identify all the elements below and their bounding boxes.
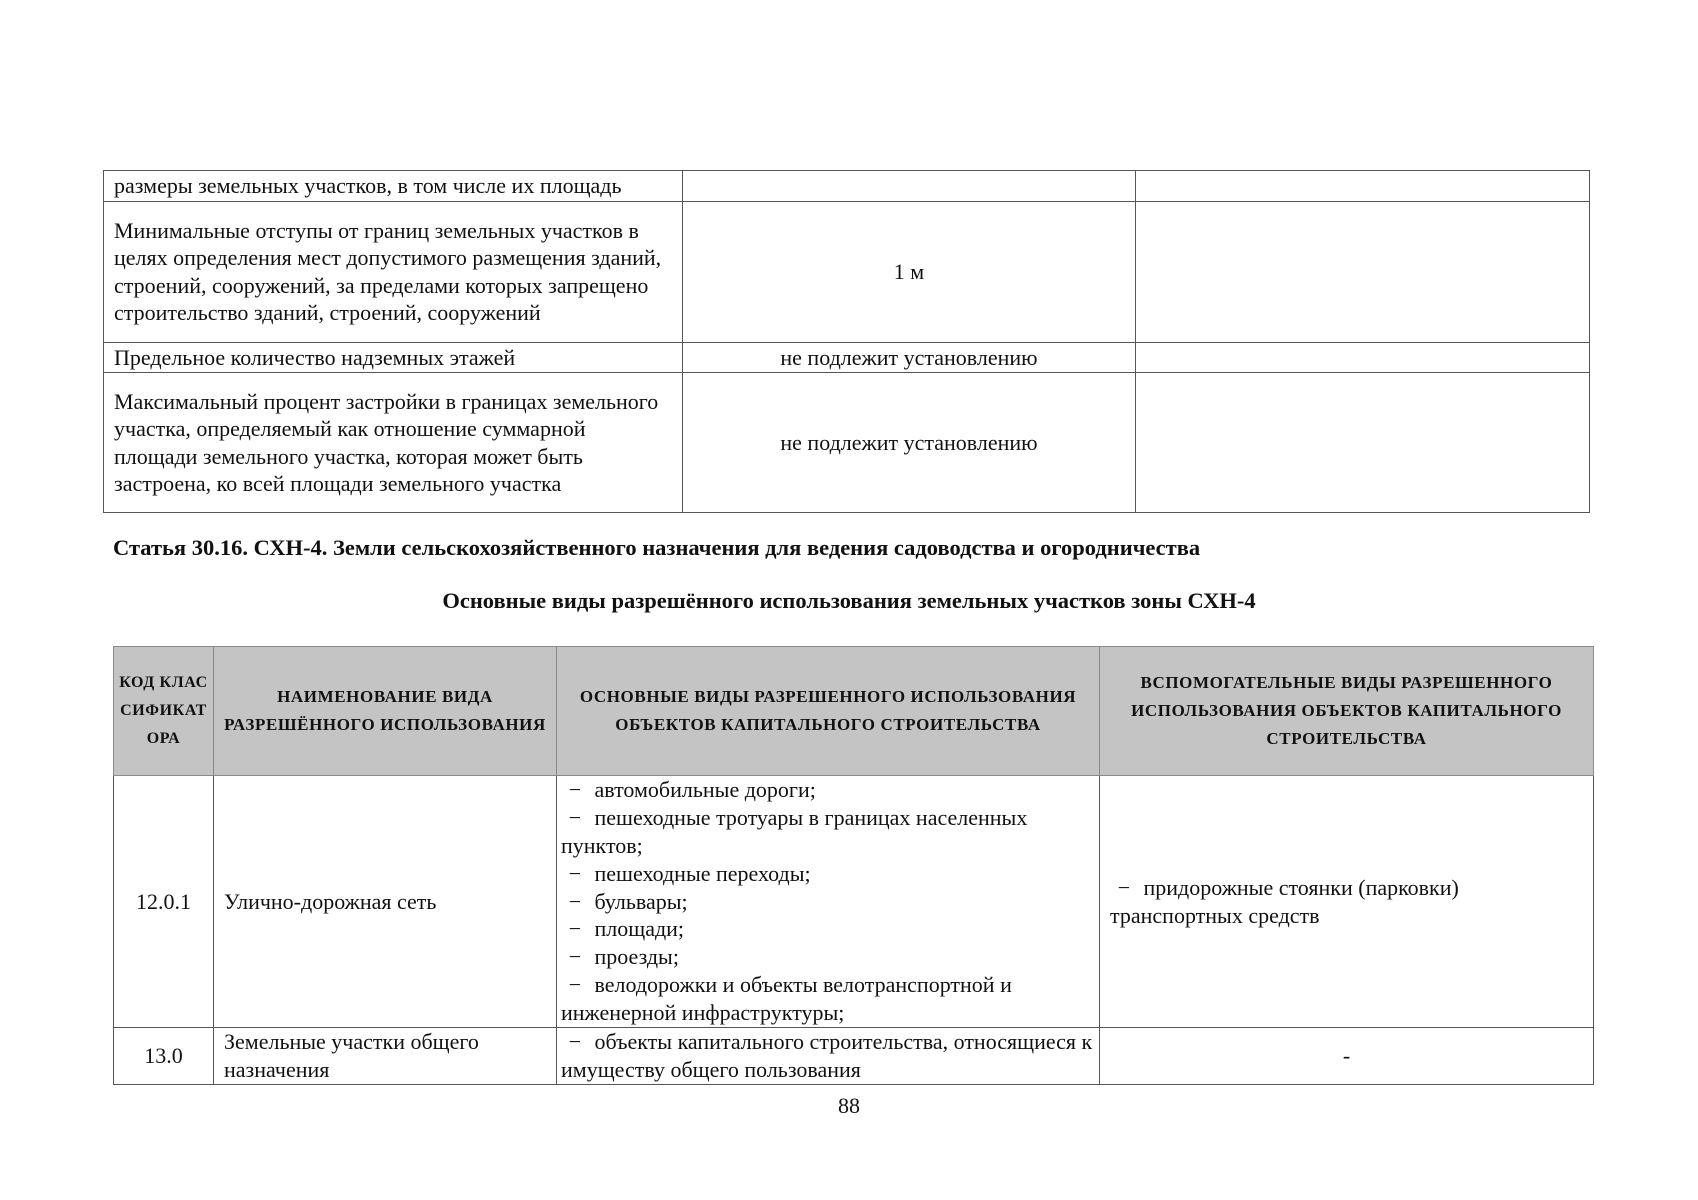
table-row xyxy=(104,342,1590,373)
param-name: Предельное количество надземных этажей xyxy=(104,342,683,373)
table-row xyxy=(114,1028,1594,1085)
param-note xyxy=(1136,201,1590,342)
list-item xyxy=(561,915,1095,943)
table-row xyxy=(104,201,1590,342)
row-name: Улично-дорожная сеть xyxy=(214,776,557,1028)
param-note xyxy=(1136,342,1590,373)
zone-subtitle-text: Основные виды разрешённого использования земельных участков зоны СХН-4 xyxy=(442,588,1256,613)
dash-bullet: − xyxy=(568,971,582,997)
row-aux-uses xyxy=(1100,776,1594,1028)
list-item xyxy=(561,888,1095,916)
dash-bullet: − xyxy=(568,944,582,970)
param-name: Минимальные отступы от границ земельных участков в целях определения мест допустимого размещения зданий, строений, сооружений, за пределами которых запрещено строительство зданий, строений, сооружений xyxy=(104,201,683,342)
table-row xyxy=(104,171,1590,202)
list-item-text: объекты капитального строительства, относящиеся к имуществу общего пользования xyxy=(561,1029,1093,1082)
row-main-uses xyxy=(557,776,1100,1028)
param-value: не подлежит установлению xyxy=(683,373,1136,513)
page-number: 88 xyxy=(838,1093,860,1118)
list-item xyxy=(561,1028,1095,1084)
list-item xyxy=(561,776,1095,804)
row-aux-uses: - xyxy=(1100,1028,1594,1085)
param-value xyxy=(683,171,1136,202)
header-code: КОД КЛАССИФИКАТОРА xyxy=(114,647,214,776)
list-item xyxy=(561,860,1095,888)
row-code: 13.0 xyxy=(114,1028,214,1085)
header-aux: ВСПОМОГАТЕЛЬНЫЕ ВИДЫ РАЗРЕШЕННОГО ИСПОЛЬЗОВАНИЯ ОБЪЕКТОВ КАПИТАЛЬНОГО СТРОИТЕЛЬСТВА xyxy=(1100,647,1594,776)
dash-bullet: − xyxy=(568,916,582,942)
parameters-table xyxy=(103,170,1590,513)
article-title: Статья 30.16. СХН-4. Земли сельскохозяйственного назначения для ведения садоводства и огородничества xyxy=(113,535,1201,560)
dash-bullet: − xyxy=(568,860,582,886)
list-item-text: придорожные стоянки (парковки) транспортных средств xyxy=(1110,874,1459,928)
list-item-text: пешеходные тротуары в границах населенных пунктов; xyxy=(561,805,1028,858)
list-item xyxy=(1110,874,1583,930)
param-name: размеры земельных участков, в том числе их площадь xyxy=(104,171,683,202)
dash-bullet: − xyxy=(1117,874,1131,900)
list-item-text: площади; xyxy=(589,916,685,942)
list-item-text: автомобильные дороги; xyxy=(589,777,816,803)
list-item xyxy=(561,971,1095,1027)
param-note xyxy=(1136,171,1590,202)
list-item xyxy=(561,943,1095,971)
list-item xyxy=(561,804,1095,860)
dash-bullet: − xyxy=(568,1029,582,1055)
list-item-text: бульвары; xyxy=(589,888,688,914)
header-main: ОСНОВНЫЕ ВИДЫ РАЗРЕШЕННОГО ИСПОЛЬЗОВАНИЯ ОБЪЕКТОВ КАПИТАЛЬНОГО СТРОИТЕЛЬСТВА xyxy=(557,647,1100,776)
param-note xyxy=(1136,373,1590,513)
land-use-table xyxy=(113,646,1594,1085)
dash-bullet: − xyxy=(568,888,582,914)
list-item-text: велодорожки и объекты велотранспортной и инженерной инфраструктуры; xyxy=(561,971,1012,1025)
row-name: Земельные участки общего назначения xyxy=(214,1028,557,1085)
list-item-text: проезды; xyxy=(589,944,679,970)
zone-subtitle xyxy=(0,588,1698,614)
list-item-text: пешеходные переходы; xyxy=(589,860,811,886)
table-row xyxy=(104,373,1590,513)
table-header-row xyxy=(114,647,1594,776)
dash-bullet: − xyxy=(568,777,582,803)
dash-bullet: − xyxy=(568,805,582,831)
row-code: 12.0.1 xyxy=(114,776,214,1028)
header-name: НАИМЕНОВАНИЕ ВИДА РАЗРЕШЁННОГО ИСПОЛЬЗОВАНИЯ xyxy=(214,647,557,776)
row-main-uses xyxy=(557,1028,1100,1085)
param-value: 1 м xyxy=(683,201,1136,342)
param-value: не подлежит установлению xyxy=(683,342,1136,373)
param-name: Максимальный процент застройки в границах земельного участка, определяемый как отношение суммарной площади земельного участка, которая может быть застроена, ко всей площади земельного участка xyxy=(104,373,683,513)
table-row xyxy=(114,776,1594,1028)
